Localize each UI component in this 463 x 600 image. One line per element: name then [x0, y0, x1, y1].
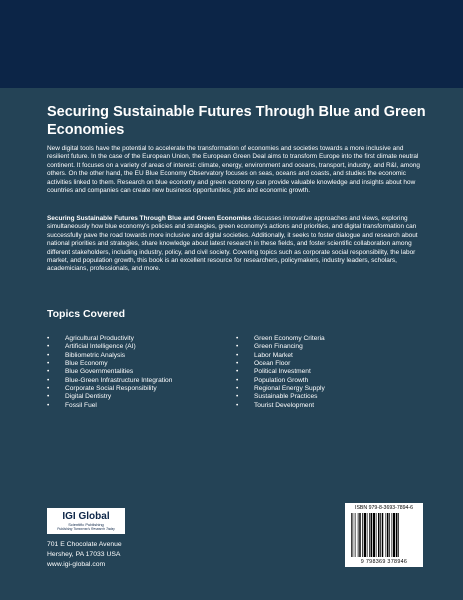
topic-label: Blue Economy — [65, 360, 108, 368]
bullet-icon: • — [47, 393, 50, 401]
logo-subtitle: Scientific Publishing — [68, 521, 104, 527]
barcode-bar — [353, 513, 354, 557]
topic-item — [236, 402, 325, 410]
topics-list-left — [47, 335, 172, 410]
topic-label: Ocean Floor — [254, 360, 291, 368]
barcode-bar — [376, 513, 377, 557]
bullet-icon: • — [47, 368, 50, 376]
book-title: Securing Sustainable Futures Through Blue and Green Economies — [47, 104, 426, 138]
barcode-bar — [367, 513, 368, 557]
bullet-icon: • — [236, 368, 239, 376]
topic-label: Agricultural Productivity — [65, 335, 134, 342]
topic-item — [236, 393, 325, 401]
topic-label: Bibliometric Analysis — [65, 351, 126, 359]
topic-item — [236, 335, 325, 343]
paragraph-2-text: discusses innovative approaches and views, exploring simultaneously how blue economy's policies and strategies, green economy's actions and priorities, and digital transformation can successfully pave the road towards more inclusive and digital societies. Additionally, it seeks to foster dialogue and research about national priorities and strategies, share knowledge about latest research in these fields, and foster scientific collaboration among different stakeholders, including industry, policy, and civil society. Covering topics such as corporate social responsibility, the labor market, and population growth, this book is an excellent resource for researchers, policymakers, industry leaders, scholars, academicians, professionals, and more. — [47, 215, 418, 273]
logo-name: IGI Global — [62, 510, 110, 522]
barcode-bar — [364, 513, 366, 557]
topic-label: Green Economy Criteria — [254, 335, 325, 342]
barcode-bar — [378, 513, 380, 557]
logo-tagline: Publishing Tomorrow's Research Today — [57, 526, 115, 531]
barcode-bar — [380, 513, 381, 557]
publisher-website: www.igi-global.com — [47, 561, 106, 568]
bullet-icon: • — [236, 393, 239, 401]
address-line-1: 701 E Chocolate Avenue — [47, 541, 122, 548]
topic-item — [47, 368, 172, 376]
barcode-graphic — [351, 513, 417, 557]
paragraph-2-title: Securing Sustainable Futures Through Blue and Green Economies — [47, 215, 252, 222]
topic-label: Artificial Intelligence (AI) — [65, 343, 136, 351]
barcode-digits: 9 798369 378946 — [360, 559, 408, 565]
address-line-2: Hershey, PA 17033 USA — [47, 551, 121, 558]
topic-item — [47, 393, 172, 401]
barcode-bar — [398, 513, 399, 557]
barcode-bar — [393, 513, 395, 557]
topic-item — [47, 335, 172, 343]
top-color-band — [0, 0, 463, 88]
topic-item — [236, 385, 325, 393]
barcode-bar — [392, 513, 393, 557]
bullet-icon: • — [236, 351, 239, 359]
bullet-icon: • — [236, 376, 239, 384]
barcode-bar — [396, 513, 398, 557]
topic-item — [47, 360, 172, 368]
barcode-bar — [362, 513, 363, 557]
bullet-icon: • — [236, 335, 239, 342]
topic-label: Regional Energy Supply — [254, 385, 325, 393]
description-paragraph-1: New digital tools have the potential to accelerate the transformation of economies and societies towards a more inclusive and resilient future. In the case of the European Union, the European Green Deal aims to transform Europe into the first climate neutral continent. It focuses on a variety of areas of interest: climate, energy, environment and oceans, transport, industry, and R&I, among others. On the other hand, the EU Blue Economy Observatory focuses on seas, oceans and coasts, and studies the economic activities linked to them. Research on blue economy and green economy can provide valuable knowledge and insights about how countries and companies can create new business opportunities, jobs and economic growth. — [47, 145, 420, 195]
topic-label: Blue-Green Infrastructure Integration — [65, 376, 173, 384]
barcode-bar — [369, 513, 370, 557]
topic-label: Tourist Development — [254, 401, 315, 409]
topic-item — [236, 360, 325, 368]
topic-item — [236, 368, 325, 376]
barcode-bar — [389, 513, 390, 557]
isbn-label: ISBN 979-8-3693-7894-6 — [355, 505, 413, 511]
topic-label: Fossil Fuel — [65, 401, 97, 409]
topic-label: Corporate Social Responsibility — [65, 385, 157, 393]
topic-item — [47, 352, 172, 360]
isbn-barcode-box — [345, 503, 423, 567]
barcode-bar — [359, 513, 361, 557]
topic-item — [47, 402, 172, 410]
topic-label: Sustainable Practices — [254, 393, 318, 401]
topic-item — [236, 377, 325, 385]
barcode-bar — [358, 513, 359, 557]
topic-item — [47, 343, 172, 351]
topic-label: Digital Dentistry — [65, 393, 112, 401]
barcode-bar — [373, 513, 375, 557]
topic-item — [47, 377, 172, 385]
bullet-icon: • — [47, 385, 50, 393]
description-paragraph-2 — [47, 215, 421, 274]
barcode-bar — [351, 513, 352, 557]
barcode-bar — [382, 513, 384, 557]
bullet-icon: • — [47, 360, 50, 368]
bullet-icon: • — [47, 401, 50, 409]
publisher-address — [47, 540, 122, 570]
topic-label: Population Growth — [254, 376, 309, 384]
topics-heading: Topics Covered — [47, 308, 125, 320]
bullet-icon: • — [47, 343, 50, 351]
bullet-icon: • — [47, 351, 50, 359]
barcode-bar — [355, 513, 356, 557]
topic-item — [236, 343, 325, 351]
bullet-icon: • — [236, 385, 239, 393]
topics-list-right — [236, 335, 325, 410]
topic-label: Political Investment — [254, 368, 311, 376]
barcode-bar — [387, 513, 389, 557]
topic-item — [47, 385, 172, 393]
barcode-bar — [386, 513, 387, 557]
barcode-bar — [371, 513, 373, 557]
topic-label: Blue Governmentalities — [65, 368, 134, 376]
bullet-icon: • — [236, 401, 239, 409]
topic-label: Labor Market — [254, 351, 293, 359]
topic-label: Green Financing — [254, 343, 303, 351]
topic-item — [236, 352, 325, 360]
bullet-icon: • — [236, 360, 239, 368]
publisher-logo — [47, 508, 125, 534]
bullet-icon: • — [47, 376, 50, 384]
bullet-icon: • — [47, 335, 50, 342]
bullet-icon: • — [236, 343, 239, 351]
